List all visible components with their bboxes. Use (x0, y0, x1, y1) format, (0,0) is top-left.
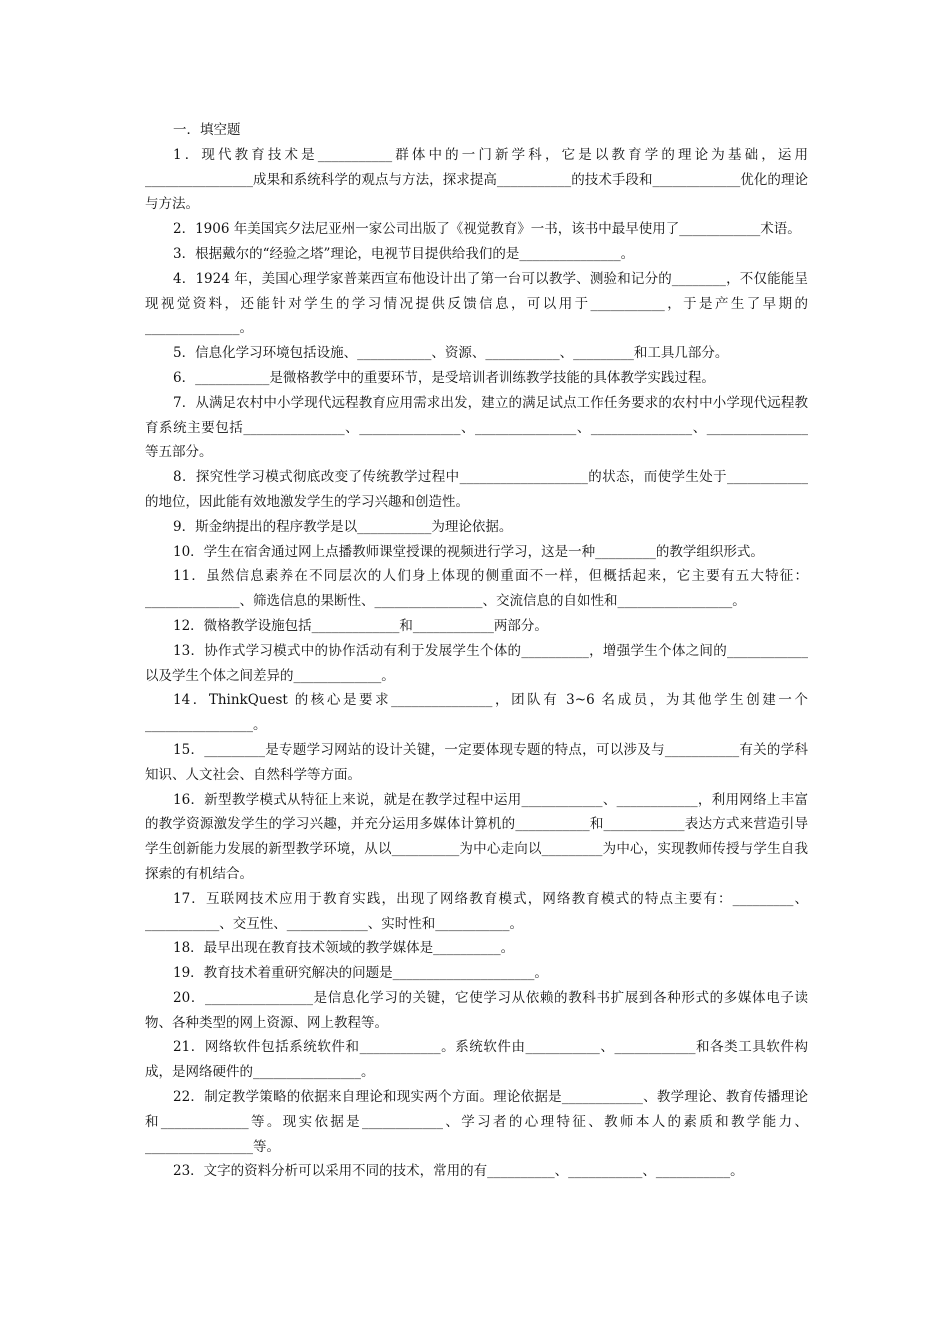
question-item: 16．新型教学模式从特征上来说，就是在教学过程中运用____________、____________，利用网络上丰富的教学资源激发学生的学习兴趣，并充分运用多媒体计算机的___________和____________表达方式来营造引导学生创新能力发展的新型教学环境，从以__________为中心走向以_________为中心，实现教师传授与学生自我探索的有机结合。 (145, 791, 808, 882)
question-item: 18．最早出现在教育技术领域的教学媒体是__________。 (173, 940, 515, 957)
question-item: 23．文字的资料分析可以采用不同的技术，常用的有__________、___________、___________。 (173, 1163, 744, 1180)
question-item: 10．学生在宿舍通过网上点播教师课堂授课的视频进行学习，这是一种_________的教学组织形式。 (173, 543, 764, 560)
question-item: 17．互联网技术应用于教育实践，出现了网络教育模式，网络教育模式的特点主要有：_________、___________、交互性、____________、实时性和___________。 (145, 890, 808, 932)
question-item: 8．探究性学习模式彻底改变了传统教学过程中___________________的状态，而使学生处于____________的地位，因此能有效地激发学生的学习兴趣和创造性。 (145, 469, 808, 510)
question-item: 4．1924 年，美国心理学家普莱西宣布他设计出了第一台可以教学、测验和记分的________，不仅能能呈现视觉资料，还能针对学生的学习情况提供反馈信息，可以用于___________，于是产生了早期的______________。 (145, 270, 808, 337)
question-item: 7．从满足农村中小学现代远程教育应用需求出发，建立的满足试点工作任务要求的农村中小学现代远程教育系统主要包括_______________、_______________、_______________、_______________、_______________等五部分。 (145, 394, 808, 461)
question-item: 12．微格教学设施包括_____________和____________两部分。 (173, 617, 548, 634)
question-list (145, 143, 808, 1184)
question-item: 13．协作式学习模式中的协作活动有利于发展学生个体的__________，增强学生个体之间的____________以及学生个体之间差异的_____________。 (145, 642, 808, 684)
question-item: 20．________________是信息化学习的关键，它使学习从依赖的教科书扩展到各种形式的多媒体电子读物、各种类型的网上资源、网上教程等。 (145, 989, 808, 1031)
section-title: 一．填空题 (173, 122, 241, 138)
question-item: 5．信息化学习环境包括设施、___________、资源、___________、_________和工具几部分。 (173, 345, 729, 362)
question-item: 21．网络软件包括系统软件和____________。系统软件由___________、____________和各类工具软件构成，是网络硬件的________________。 (145, 1039, 808, 1081)
question-item: 6．___________是微格教学中的重要环节，是受培训者训练教学技能的具体教学实践过程。 (173, 369, 715, 386)
question-item: 2．1906 年美国宾夕法尼亚州一家公司出版了《视觉教育》一书，该书中最早使用了____________术语。 (173, 221, 801, 238)
question-item: 11．虽然信息素养在不同层次的人们身上体现的侧重面不一样，但概括起来，它主要有五大特征：______________、筛选信息的果断性、________________、交流信息的自如性和_________________。 (145, 568, 808, 610)
question-item: 14．ThinkQuest 的核心是要求_______________，团队有 3~6 名成员，为其他学生创建一个________________。 (145, 692, 808, 734)
document-page (145, 118, 808, 1184)
question-item: 19．教育技术着重研究解决的问题是_____________________。 (173, 965, 548, 982)
question-item: 9．斯金纳提出的程序教学是以___________为理论依据。 (173, 518, 513, 535)
question-item: 3．根据戴尔的“经验之塔”理论，电视节目提供给我们的是_______________。 (173, 245, 635, 262)
question-item: 1．现代教育技术是___________群体中的一门新学科，它是以教育学的理论为基础，运用________________成果和系统科学的观点与方法，探求提高___________的技术手段和_____________优化的理论与方法。 (145, 146, 808, 213)
question-item: 15．_________是专题学习网站的设计关键，一定要体现专题的特点，可以涉及与___________有关的学科知识、人文社会、自然科学等方面。 (145, 741, 808, 783)
question-item: 22．制定教学策略的依据来自理论和现实两个方面。理论依据是____________、教学理论、教育传播理论和_____________等。现实依据是____________、学习者的心理特征、教师本人的素质和教学能力、________________等。 (145, 1089, 808, 1155)
